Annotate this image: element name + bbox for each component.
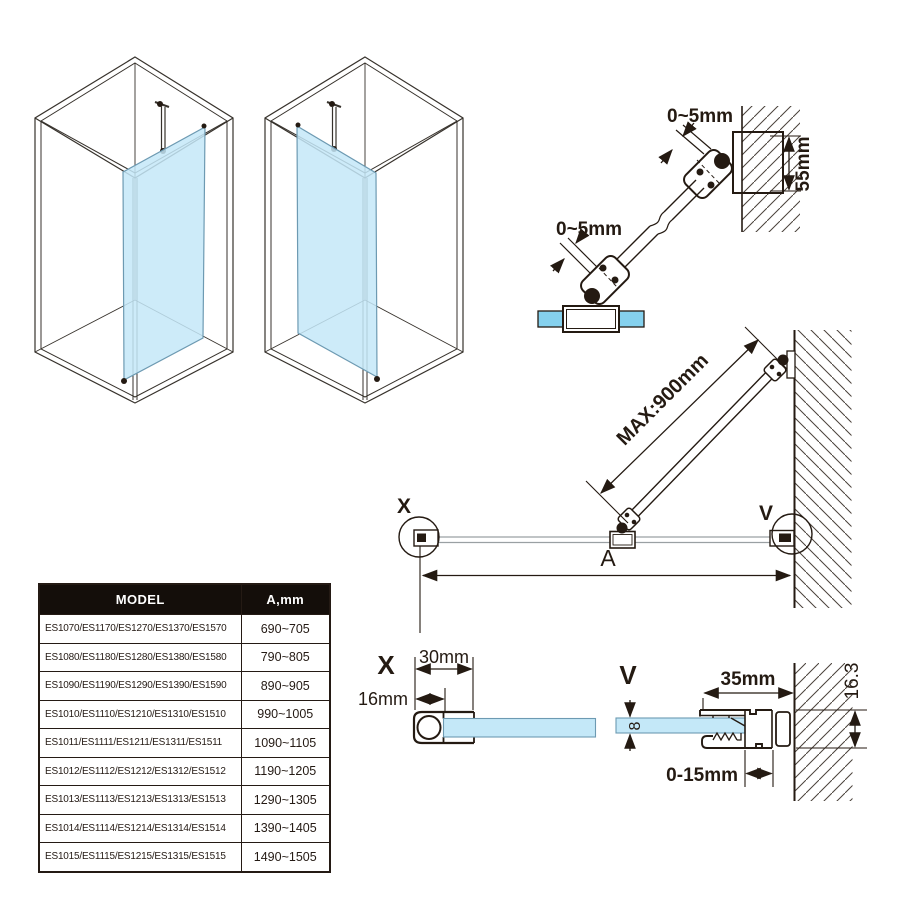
adjustment-label: 0-15mm [666,765,738,786]
wall-plate-plan [787,351,795,378]
model-cell: ES1010/ES1110/ES1210/ES1310/ES1510 [39,700,241,729]
model-cell: ES1090/ES1190/ES1290/ES1390/ES1590 [39,672,241,701]
gap-top-label: 0~5mm [667,106,734,127]
support-tube [614,180,704,270]
detail-v-title: V [619,660,637,690]
a-mm-cell: 1490~1505 [241,843,330,872]
table-row [39,643,330,672]
a-mm-cell: 790~805 [241,643,330,672]
a-mm-cell: 1190~1205 [241,757,330,786]
width-a-label: A [600,545,616,571]
plan-marker-x: X [396,495,412,518]
iso-view-glass-left-wall [265,57,463,403]
offset-16-label: 16mm [357,689,408,709]
a-mm-cell: 890~905 [241,672,330,701]
glass-thickness-label: 8 [627,721,644,731]
plan-view [396,327,852,633]
table-header-row [39,584,330,615]
table-row [39,615,330,644]
glass-section [444,719,596,738]
iso-view-glass-right-wall [35,57,233,403]
model-size-table [38,583,331,873]
model-cell: ES1015/ES1115/ES1215/ES1315/ES1515 [39,843,241,872]
table-row [39,672,330,701]
profile-width-30-label: 30mm [418,647,470,667]
wall-hatch [795,330,852,608]
model-cell: ES1013/ES1113/ES1213/ES1313/ES1513 [39,786,241,815]
a-mm-cell: 1090~1105 [241,729,330,758]
a-mm-cell: 1290~1305 [241,786,330,815]
glass-bar-right [619,311,644,327]
table-row [39,786,330,815]
table-row [39,814,330,843]
support-bar-plan [630,364,780,519]
a-mm-cell: 990~1005 [241,700,330,729]
ceiling-support-bar [155,101,169,154]
wall-hatch [742,106,800,232]
ceiling-support-bar [327,101,341,152]
a-mm-header: A,mm [241,584,330,615]
glass-panel [123,127,205,380]
a-mm-cell: 690~705 [241,615,330,644]
model-cell: ES1070/ES1170/ES1270/ES1370/ES1570 [39,615,241,644]
table-row [39,700,330,729]
model-header: MODEL [39,584,241,615]
a-mm-cell: 1390~1405 [241,814,330,843]
wall-height-label: 55mm [793,136,814,192]
bar-length-label: MAX:900mm [612,349,713,450]
model-cell: ES1014/ES1114/ES1214/ES1314/ES1514 [39,814,241,843]
profile-width-35-label: 35mm [720,669,776,690]
glass-plan [421,537,794,543]
plan-marker-v: V [758,502,774,525]
profile-height-label: 16.3 [842,662,863,700]
model-cell: ES1012/ES1112/ES1212/ES1312/ES1512 [39,757,241,786]
detail-x-title: X [377,650,395,680]
table-row [39,757,330,786]
table-row [39,729,330,758]
glass-bar-left [538,311,563,327]
table-row [39,843,330,872]
model-cell: ES1011/ES1111/ES1211/ES1311/ES1511 [39,729,241,758]
gap-bottom-label: 0~5mm [556,219,623,240]
model-cell: ES1080/ES1180/ES1280/ES1380/ES1580 [39,643,241,672]
detail-x-view [414,657,596,743]
